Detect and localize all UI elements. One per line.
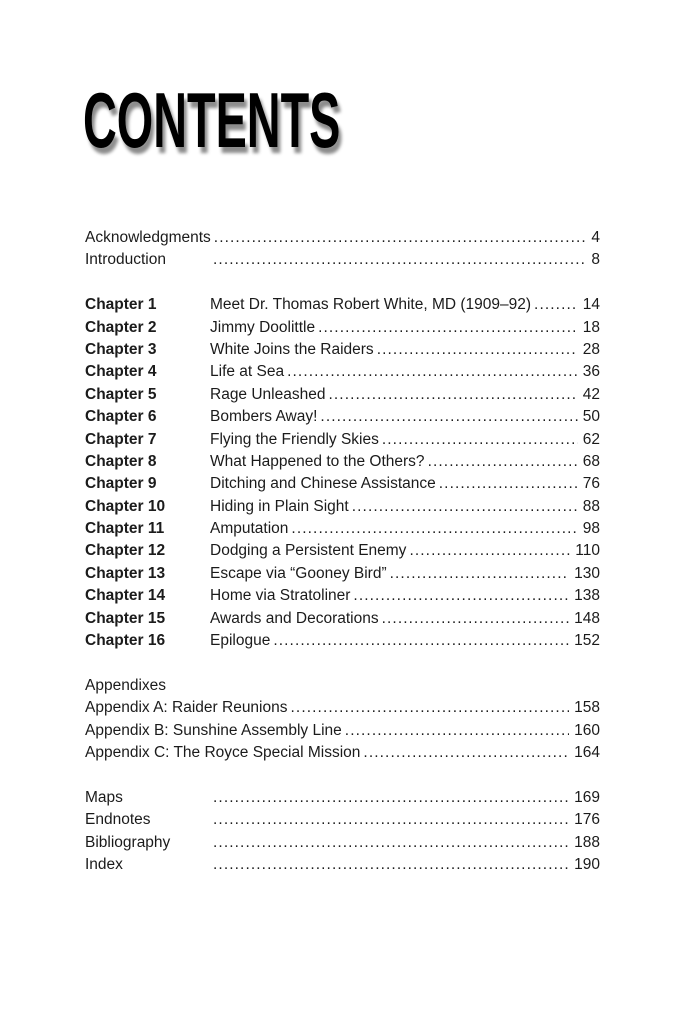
toc-entry	[85, 384, 600, 406]
dot-leader	[291, 518, 577, 540]
entry-label: Maps	[85, 788, 123, 806]
dot-leader	[382, 608, 570, 630]
entry-page: 68	[582, 452, 600, 470]
page-title: CONTENTS	[83, 76, 341, 164]
toc-entry	[85, 451, 600, 473]
entry-page: 18	[582, 318, 600, 336]
entry-title: Awards and Decorations	[210, 609, 379, 627]
dot-leader	[287, 361, 578, 383]
entry-title: What Happened to the Others?	[210, 452, 425, 470]
dot-leader	[213, 832, 569, 854]
toc-entry	[85, 339, 600, 361]
entry-title: Rage Unleashed	[210, 385, 326, 403]
toc-entry	[85, 563, 600, 585]
toc-entry	[85, 585, 600, 607]
toc-entry	[85, 473, 600, 495]
entry-label: Chapter 16	[85, 632, 166, 650]
entry-page: 130	[574, 564, 600, 582]
entry-label: Chapter 8	[85, 452, 157, 470]
entry-label: Chapter 5	[85, 385, 157, 403]
section-front-matter	[85, 227, 600, 272]
dot-leader	[213, 249, 586, 271]
entry-page: 4	[591, 229, 600, 246]
dot-leader	[213, 787, 569, 809]
entry-page: 98	[582, 520, 600, 538]
entry-label: Chapter 12	[85, 542, 166, 560]
entry-title: Appendix B: Sunshine Assembly Line	[85, 721, 342, 739]
toc-entry	[85, 317, 600, 339]
entry-page: 36	[582, 363, 600, 381]
entry-label: Chapter 9	[85, 475, 157, 493]
dot-leader	[390, 563, 570, 585]
entry-label: Introduction	[85, 251, 166, 269]
entry-page: 160	[574, 721, 600, 739]
entry-title: Amputation	[210, 520, 289, 538]
entry-label: Chapter 10	[85, 497, 166, 515]
toc-entry	[85, 809, 600, 831]
entry-page: 8	[591, 251, 600, 269]
toc-entry	[85, 294, 600, 316]
entry-title: Hiding in Plain Sight	[210, 497, 349, 515]
toc-entry	[85, 518, 600, 540]
entry-page: 42	[582, 385, 600, 403]
entry-page: 110	[575, 542, 600, 560]
entry-title: Home via Stratoliner	[210, 587, 351, 605]
entry-page: 148	[574, 609, 600, 627]
entry-page: 138	[574, 587, 600, 605]
toc-entry	[85, 854, 600, 876]
entry-title: Bombers Away!	[210, 408, 318, 426]
toc-entry	[85, 630, 600, 652]
entry-page: 152	[574, 632, 600, 650]
dot-leader	[352, 496, 578, 518]
entry-label: Acknowledgments	[85, 229, 211, 246]
entry-page: 88	[582, 497, 600, 515]
entry-label: Chapter 15	[85, 609, 166, 627]
toc	[85, 227, 600, 876]
entry-page: 28	[582, 340, 600, 358]
entry-label: Index	[85, 855, 123, 873]
toc-entry	[85, 697, 600, 719]
entry-page: 14	[582, 296, 600, 314]
entry-title: White Joins the Raiders	[210, 340, 374, 358]
dot-leader	[273, 630, 569, 652]
toc-entry	[85, 249, 600, 271]
entry-page: 76	[582, 475, 600, 493]
dot-leader	[409, 540, 570, 562]
entry-page: 164	[574, 743, 600, 761]
toc-entry	[85, 429, 600, 451]
dot-leader	[534, 294, 578, 316]
entry-label: Appendixes	[85, 676, 167, 694]
dot-leader	[363, 742, 569, 764]
entry-label: Chapter 7	[85, 430, 157, 448]
toc-entry	[85, 608, 600, 630]
entry-title: Flying the Friendly Skies	[210, 430, 379, 448]
entry-label: Bibliography	[85, 833, 171, 851]
entry-label: Chapter 14	[85, 587, 166, 605]
dot-leader	[318, 317, 578, 339]
entry-page: 169	[574, 788, 600, 806]
entry-label: Chapter 6	[85, 408, 157, 426]
entry-page: 176	[574, 811, 600, 829]
entry-page: 62	[582, 430, 600, 448]
toc-entry	[85, 540, 600, 562]
toc-entry	[85, 406, 600, 428]
entry-page: 50	[582, 408, 600, 426]
dot-leader	[353, 585, 569, 607]
entry-label: Endnotes	[85, 811, 151, 829]
entry-title: Escape via “Gooney Bird”	[210, 564, 387, 582]
entry-label: Chapter 11	[85, 520, 165, 538]
toc-entry	[85, 675, 600, 697]
entry-label: Chapter 1	[85, 296, 157, 314]
entry-title: Jimmy Doolittle	[210, 318, 316, 336]
dot-leader	[345, 720, 569, 742]
entry-page: 190	[574, 855, 600, 873]
dot-leader	[214, 227, 587, 249]
section-back-matter	[85, 787, 600, 877]
entry-label: Chapter 3	[85, 340, 157, 358]
dot-leader	[291, 697, 570, 719]
entry-label: Chapter 2	[85, 318, 157, 336]
toc-entry	[85, 832, 600, 854]
dot-leader	[382, 429, 578, 451]
entry-title: Epilogue	[210, 632, 271, 650]
entry-title: Appendix C: The Royce Special Mission	[85, 743, 361, 761]
dot-leader	[428, 451, 578, 473]
entry-page: 158	[574, 699, 600, 717]
toc-entry	[85, 496, 600, 518]
toc-entry	[85, 787, 600, 809]
toc-entry	[85, 227, 600, 249]
dot-leader	[328, 384, 577, 406]
entry-title: Ditching and Chinese Assistance	[210, 475, 436, 493]
dot-leader	[439, 473, 578, 495]
toc-entry	[85, 720, 600, 742]
entry-label: Chapter 4	[85, 363, 157, 381]
toc-entry	[85, 361, 600, 383]
entry-page: 188	[574, 833, 600, 851]
entry-title: Meet Dr. Thomas Robert White, MD (1909–92)	[210, 296, 532, 314]
dot-leader	[320, 406, 577, 428]
entry-title: Dodging a Persistent Enemy	[210, 542, 407, 560]
entry-title: Life at Sea	[210, 363, 285, 381]
entry-title: Appendix A: Raider Reunions	[85, 699, 288, 717]
section-appendixes	[85, 675, 600, 765]
dot-leader	[377, 339, 578, 361]
toc-entry	[85, 742, 600, 764]
entry-label: Chapter 13	[85, 564, 166, 582]
dot-leader	[213, 809, 569, 831]
section-chapters	[85, 294, 600, 652]
dot-leader	[213, 854, 569, 876]
